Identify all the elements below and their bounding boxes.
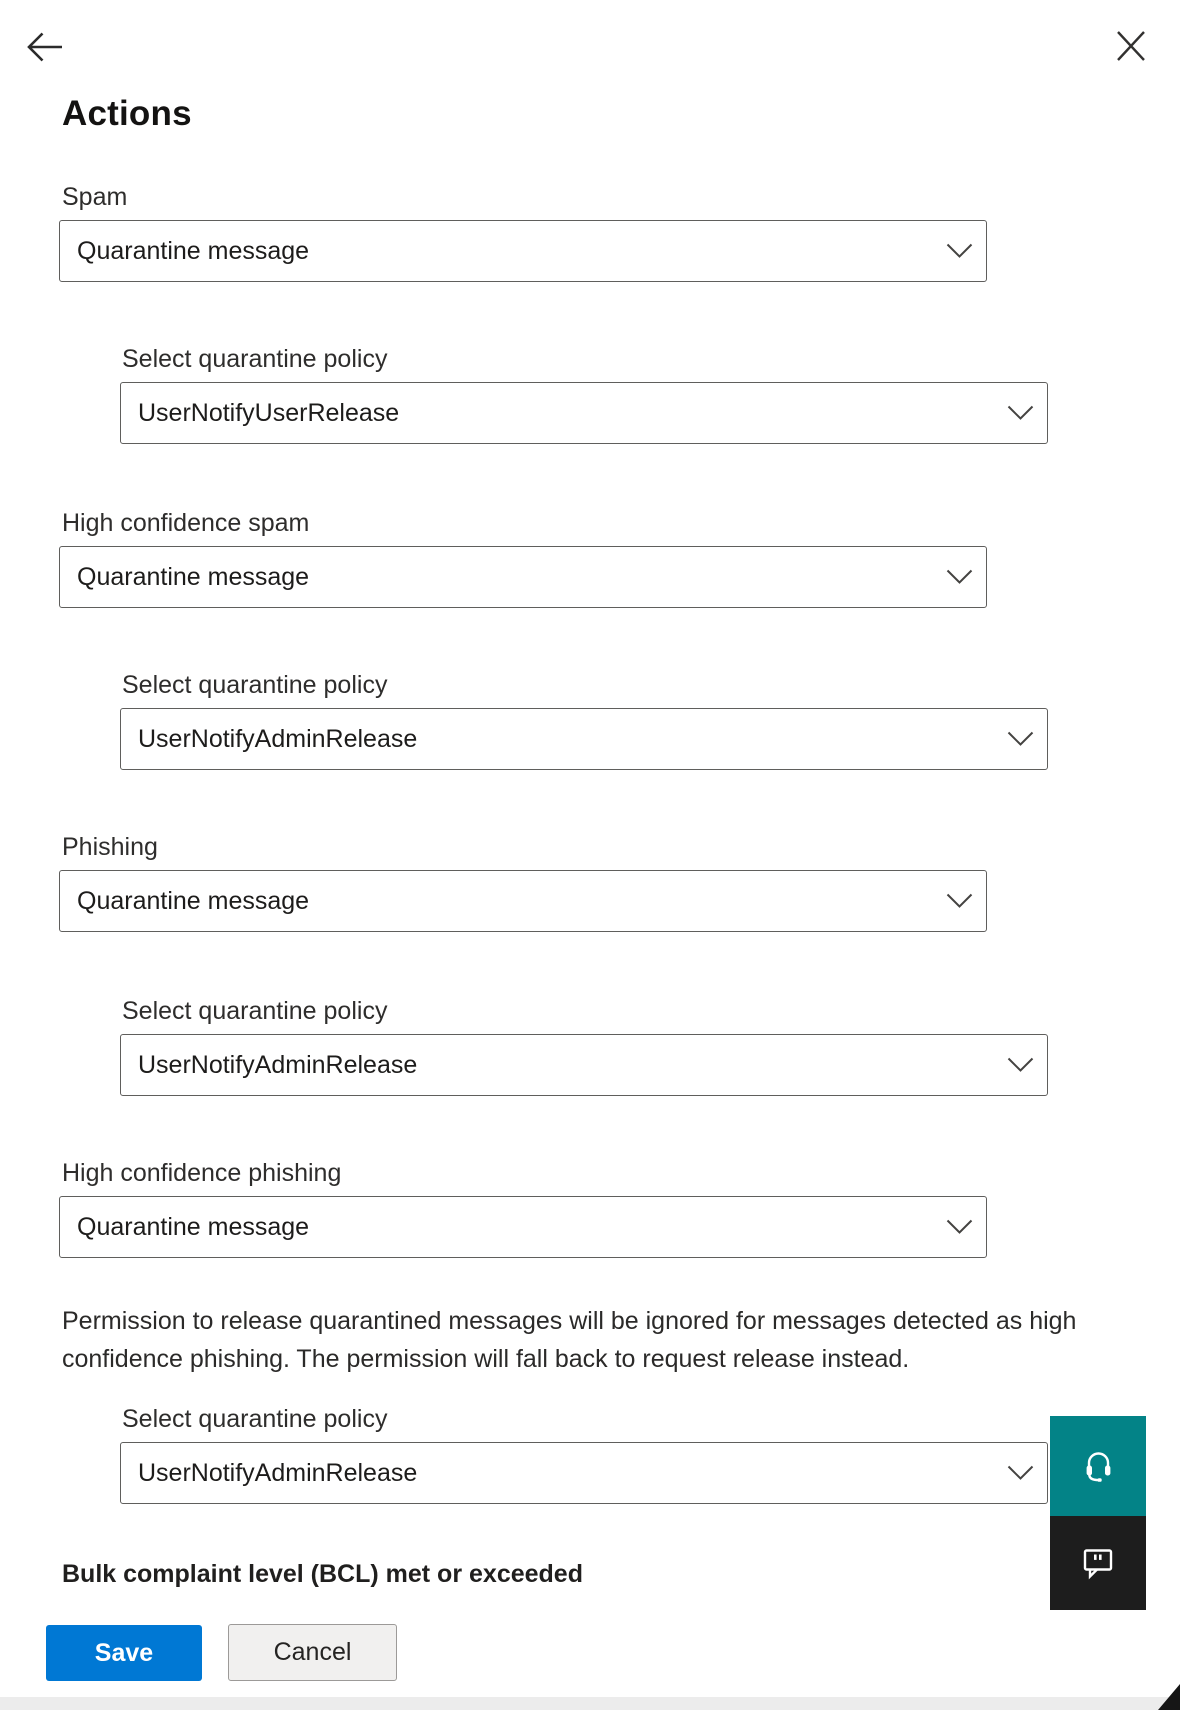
- high-confidence-spam-action-value: Quarantine message: [77, 562, 310, 591]
- spam-label: Spam: [62, 183, 128, 211]
- chevron-down-icon: [1007, 1465, 1034, 1481]
- quarantine-policy-label: Select quarantine policy: [122, 1405, 388, 1433]
- close-button[interactable]: [1112, 27, 1150, 65]
- high-confidence-phishing-label: High confidence phishing: [62, 1159, 342, 1187]
- help-button[interactable]: [1050, 1416, 1146, 1516]
- phishing-action-value: Quarantine message: [77, 886, 310, 915]
- hcp-quarantine-policy-value: UserNotifyAdminRelease: [138, 1458, 418, 1487]
- headset-icon: [1077, 1444, 1119, 1488]
- chat-bubble-icon: [1079, 1544, 1117, 1582]
- field-hcp-quarantine-policy: [120, 1404, 1048, 1504]
- field-spam-quarantine-policy: [120, 344, 1048, 444]
- spam-quarantine-policy-value: UserNotifyUserRelease: [138, 398, 400, 427]
- chevron-down-icon: [1007, 1057, 1034, 1073]
- chevron-down-icon: [946, 243, 973, 259]
- close-icon: [1116, 30, 1146, 62]
- phishing-label: Phishing: [62, 833, 158, 861]
- bulk-complaint-level-label: Bulk complaint level (BCL) met or exceeded: [62, 1560, 583, 1588]
- spam-action-dropdown[interactable]: [59, 220, 987, 282]
- phishing-action-dropdown[interactable]: [59, 870, 987, 932]
- phishing-quarantine-policy-value: UserNotifyAdminRelease: [138, 1050, 418, 1079]
- cancel-button[interactable]: Cancel: [228, 1624, 397, 1681]
- page-title: Actions: [62, 94, 192, 133]
- feedback-button[interactable]: [1050, 1516, 1146, 1610]
- cursor-artifact: [1158, 1684, 1180, 1710]
- chevron-down-icon: [1007, 405, 1034, 421]
- field-spam: [59, 182, 987, 282]
- field-high-confidence-phishing: [59, 1158, 987, 1258]
- quarantine-policy-label: Select quarantine policy: [122, 345, 388, 373]
- hcs-quarantine-policy-value: UserNotifyAdminRelease: [138, 724, 418, 753]
- save-button[interactable]: Save: [46, 1625, 202, 1681]
- phishing-quarantine-policy-dropdown[interactable]: [120, 1034, 1048, 1096]
- chevron-down-icon: [946, 569, 973, 585]
- spam-action-value: Quarantine message: [77, 236, 310, 265]
- footer-bar: [0, 1592, 1180, 1710]
- hcp-quarantine-policy-dropdown[interactable]: [120, 1442, 1048, 1504]
- back-button[interactable]: [22, 26, 68, 68]
- bottom-strip: [0, 1697, 1180, 1710]
- quarantine-policy-label: Select quarantine policy: [122, 997, 388, 1025]
- high-confidence-spam-action-dropdown[interactable]: [59, 546, 987, 608]
- high-confidence-phishing-action-dropdown[interactable]: [59, 1196, 987, 1258]
- hcp-permission-note: Permission to release quarantined messages will be ignored for messages detected as high confidence phishing. The permission will fall back to request release instead.: [62, 1307, 1077, 1373]
- chevron-down-icon: [946, 893, 973, 909]
- high-confidence-spam-label: High confidence spam: [62, 509, 310, 537]
- high-confidence-phishing-action-value: Quarantine message: [77, 1212, 310, 1241]
- hcs-quarantine-policy-dropdown[interactable]: [120, 708, 1048, 770]
- spam-quarantine-policy-dropdown[interactable]: [120, 382, 1048, 444]
- field-phishing: [59, 832, 987, 932]
- back-arrow-icon: [26, 30, 64, 64]
- field-phishing-quarantine-policy: [120, 996, 1048, 1096]
- quarantine-policy-label: Select quarantine policy: [122, 671, 388, 699]
- chevron-down-icon: [1007, 731, 1034, 747]
- field-hcs-quarantine-policy: [120, 670, 1048, 770]
- field-high-confidence-spam: [59, 508, 987, 608]
- chevron-down-icon: [946, 1219, 973, 1235]
